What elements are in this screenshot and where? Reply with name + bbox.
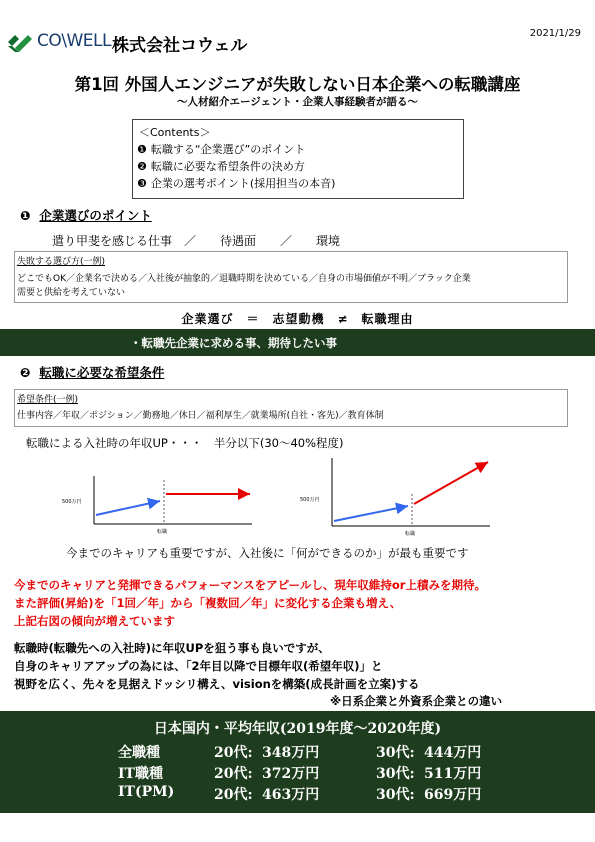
- section2-heading: [20, 363, 164, 381]
- contents-item-label: 転職する“企業選び”のポイント: [150, 143, 306, 156]
- chart-ylabel: 500万円: [300, 497, 320, 503]
- salary-band: [0, 711, 595, 813]
- salary-chart-left: [62, 470, 266, 536]
- number-badge: ❶: [20, 208, 31, 223]
- conditions-box-line: 仕事内容／年収／ポジション／勤務地／休日／福利厚生／就業場所(自社・客先)／教育体制: [17, 411, 384, 421]
- contents-box: [132, 119, 464, 199]
- salary-value30: 669万円: [424, 787, 482, 803]
- salary-row-label: 全職種: [118, 745, 160, 761]
- advice-note: ※日系企業と外資系企業との違い: [330, 694, 503, 708]
- before-transfer-arrow: [334, 506, 408, 521]
- conditions-box-title: 希望条件(一例): [17, 395, 79, 405]
- advice-line: 視野を広く、先々を見据えドッシリ構え、visionを構築(成長計画を立案)する: [14, 677, 420, 691]
- contents-item: [137, 158, 305, 174]
- failure-box-line: どこでもOK／企業名で決める／入社後が抽象的／退職時期を決めている／自身の市場価値が不明／ブラック企業: [17, 274, 471, 284]
- salary-age20: 20代:: [214, 787, 253, 803]
- failure-box-line: 需要と供給を考えていない: [17, 288, 126, 298]
- salary-value20: 372万円: [262, 766, 320, 782]
- selection-formula: 企業選び ＝ 志望動機 ≠ 転職理由: [181, 312, 414, 326]
- salary-title: 日本国内・平均年収(2019年度〜2020年度): [153, 721, 442, 737]
- number-badge: ❶: [137, 143, 147, 156]
- advice-line: 転職時(転職先への入社時)に年収UPを狙う事も良いですが、: [14, 641, 330, 655]
- number-badge: ❷: [137, 160, 147, 173]
- salary-age20: 20代:: [214, 766, 253, 782]
- contents-item: [137, 175, 335, 191]
- selection-keywords: 遣り甲斐を感じる仕事 ／ 待遇面 ／ 環境: [52, 234, 341, 248]
- salary-row-label: IT(PM): [118, 784, 175, 800]
- chart-xlabel: 転職: [405, 531, 416, 537]
- salary-age30: 30代:: [376, 766, 415, 782]
- red-highlight-line: 今までのキャリアと発揮できるパフォーマンスをアピールし、現年収維持or上積みを期待。: [14, 578, 486, 592]
- section1-title: 企業選びのポイント: [39, 208, 152, 223]
- advice-line: 自身のキャリアアップの為には、「2年目以降で目標年収(希望年収)」と: [14, 659, 383, 673]
- expectation-band: [0, 329, 595, 356]
- logo-mark-icon: [6, 30, 34, 52]
- salary-chart-right: [300, 454, 504, 538]
- section2-title: 転職に必要な希望条件: [39, 365, 165, 380]
- contents-item-label: 転職に必要な希望条件の決め方: [150, 160, 305, 173]
- before-transfer-arrow: [96, 501, 160, 515]
- contents-item: [137, 141, 305, 157]
- document-date: 2021/1/29: [529, 28, 581, 39]
- red-highlight-line: 上記右図の傾向が増えています: [14, 614, 175, 628]
- number-badge: ❷: [20, 365, 31, 380]
- salary-value20: 348万円: [262, 745, 320, 761]
- career-note: 今までのキャリアも重要ですが、入社後に「何ができるのか」が最も重要です: [66, 546, 469, 560]
- salary-row-label: IT職種: [118, 766, 163, 782]
- chart-ylabel: 500万円: [62, 499, 82, 505]
- failure-examples-box: [14, 251, 568, 303]
- salary-value20: 463万円: [262, 787, 320, 803]
- logo-text: CO\WELL: [37, 31, 111, 51]
- contents-heading: ＜Contents＞: [139, 126, 211, 139]
- section1-heading: [20, 206, 152, 224]
- salary-value30: 444万円: [424, 745, 482, 761]
- conditions-box: [14, 389, 568, 427]
- salary-age30: 30代:: [376, 745, 415, 761]
- company-logo: [6, 30, 111, 52]
- number-badge: ❸: [137, 177, 147, 190]
- expectation-band-text: ・転職先企業に求める事、期待したい事: [130, 336, 337, 350]
- salary-up-note: 転職による入社時の年収UP・・・ 半分以下(30〜40%程度): [26, 436, 344, 450]
- page-title: 第1回 外国人エンジニアが失敗しない日本企業への転職講座: [74, 75, 521, 94]
- salary-age30: 30代:: [376, 787, 415, 803]
- failure-box-title: 失敗する選び方(一例): [17, 257, 106, 267]
- salary-age20: 20代:: [214, 745, 253, 761]
- company-name: 株式会社コウェル: [112, 36, 248, 56]
- after-transfer-arrow: [414, 462, 488, 504]
- page-subtitle: 〜人材紹介エージェント・企業人事経験者が語る〜: [176, 96, 419, 108]
- contents-item-label: 企業の選考ポイント(採用担当の本音): [150, 177, 336, 190]
- salary-value30: 511万円: [424, 766, 482, 782]
- chart-xlabel: 転職: [157, 529, 168, 535]
- red-highlight-line: また評価(昇給)を「1回／年」から「複数回／年」に変化する企業も増え、: [14, 596, 402, 610]
